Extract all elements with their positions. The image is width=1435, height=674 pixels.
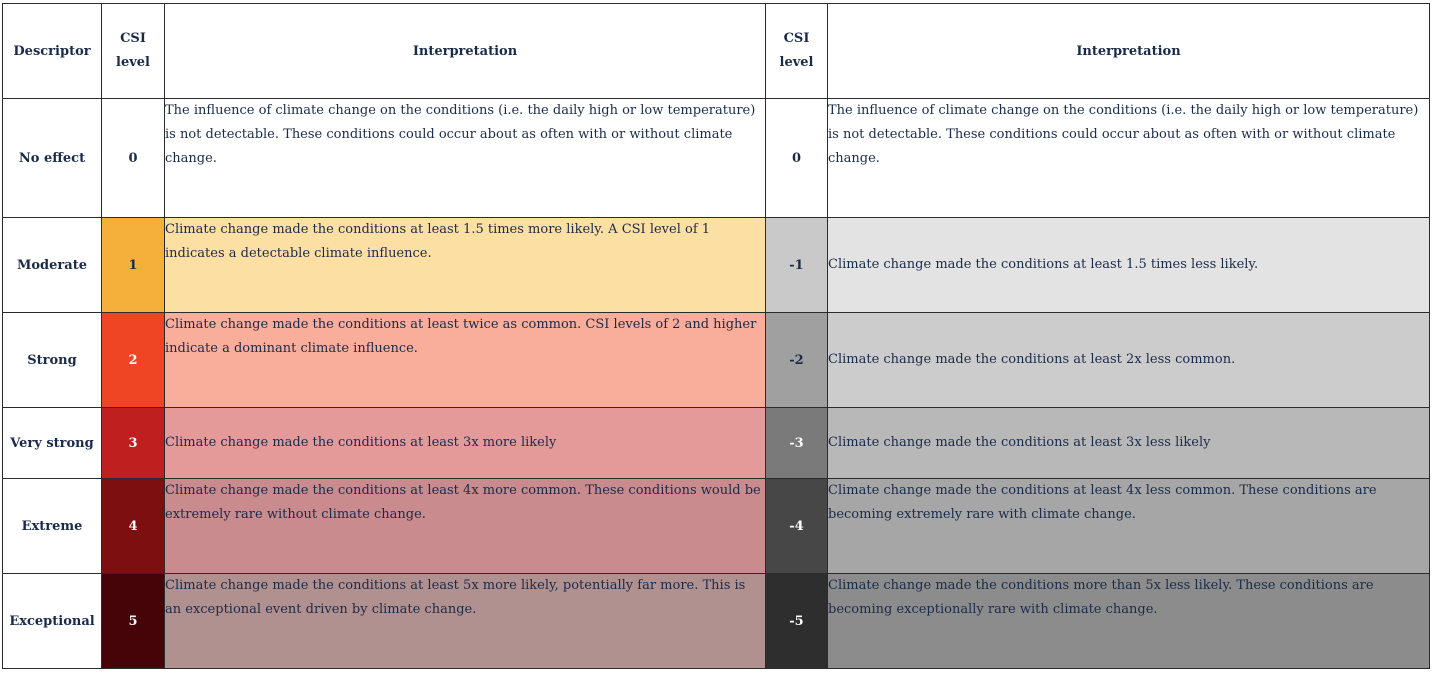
csi-negative-level-cell: -1 [766,218,828,313]
table-row [3,408,1430,479]
descriptor-cell: Very strong [3,408,102,479]
csi-level-cell: 0 [102,99,165,218]
csi-negative-level-cell: 0 [766,99,828,218]
negative-interpretation-cell: Climate change made the conditions at least 4x less common. These conditions are becoming extremely rare with climate change. [828,479,1430,574]
negative-interpretation-cell: The influence of climate change on the conditions (i.e. the daily high or low temperature) is not detectable. These conditions could occur about as often with or without climate change. [828,99,1430,218]
csi-negative-level-cell: -2 [766,313,828,408]
csi-negative-level-cell: -3 [766,408,828,479]
interpretation-cell: The influence of climate change on the conditions (i.e. the daily high or low temperature) is not detectable. These conditions could occur about as often with or without climate change. [165,99,766,218]
csi-table [2,3,1430,669]
table-row [3,479,1430,574]
table-row [3,313,1430,408]
interpretation-cell: Climate change made the conditions at least twice as common. CSI levels of 2 and higher indicate a dominant climate influence. [165,313,766,408]
header-descriptor: Descriptor [3,4,102,99]
table-header-row [3,4,1430,99]
table-row [3,218,1430,313]
descriptor-cell: Exceptional [3,574,102,669]
interpretation-cell: Climate change made the conditions at least 1.5 times more likely. A CSI level of 1 indicates a detectable climate influence. [165,218,766,313]
header-interpretation-warm: Interpretation [165,4,766,99]
header-csi-line1: CSI [120,31,146,46]
header-csi-line2: level [779,55,814,70]
csi-level-cell: 1 [102,218,165,313]
csi-level-cell: 4 [102,479,165,574]
csi-level-cell: 2 [102,313,165,408]
negative-interpretation-cell: Climate change made the conditions at least 3x less likely [828,408,1430,479]
table-row [3,99,1430,218]
header-csi-line1: CSI [783,31,810,46]
csi-level-cell: 3 [102,408,165,479]
negative-interpretation-cell: Climate change made the conditions at least 1.5 times less likely. [828,218,1430,313]
csi-negative-level-cell: -5 [766,574,828,669]
descriptor-cell: Moderate [3,218,102,313]
interpretation-cell: Climate change made the conditions at least 5x more likely, potentially far more. This is an exceptional event driven by climate change. [165,574,766,669]
csi-level-cell: 5 [102,574,165,669]
interpretation-cell: Climate change made the conditions at least 4x more common. These conditions would be extremely rare without climate change. [165,479,766,574]
header-interpretation-cool: Interpretation [828,4,1430,99]
table-row [3,574,1430,669]
header-csi-level-cool [766,4,828,99]
negative-interpretation-cell: Climate change made the conditions more than 5x less likely. These conditions are becoming exceptionally rare with climate change. [828,574,1430,669]
descriptor-cell: No effect [3,99,102,218]
header-csi-line2: level [116,55,150,70]
descriptor-cell: Extreme [3,479,102,574]
header-csi-level-warm [102,4,165,99]
descriptor-cell: Strong [3,313,102,408]
csi-negative-level-cell: -4 [766,479,828,574]
negative-interpretation-cell: Climate change made the conditions at least 2x less common. [828,313,1430,408]
interpretation-cell: Climate change made the conditions at least 3x more likely [165,408,766,479]
